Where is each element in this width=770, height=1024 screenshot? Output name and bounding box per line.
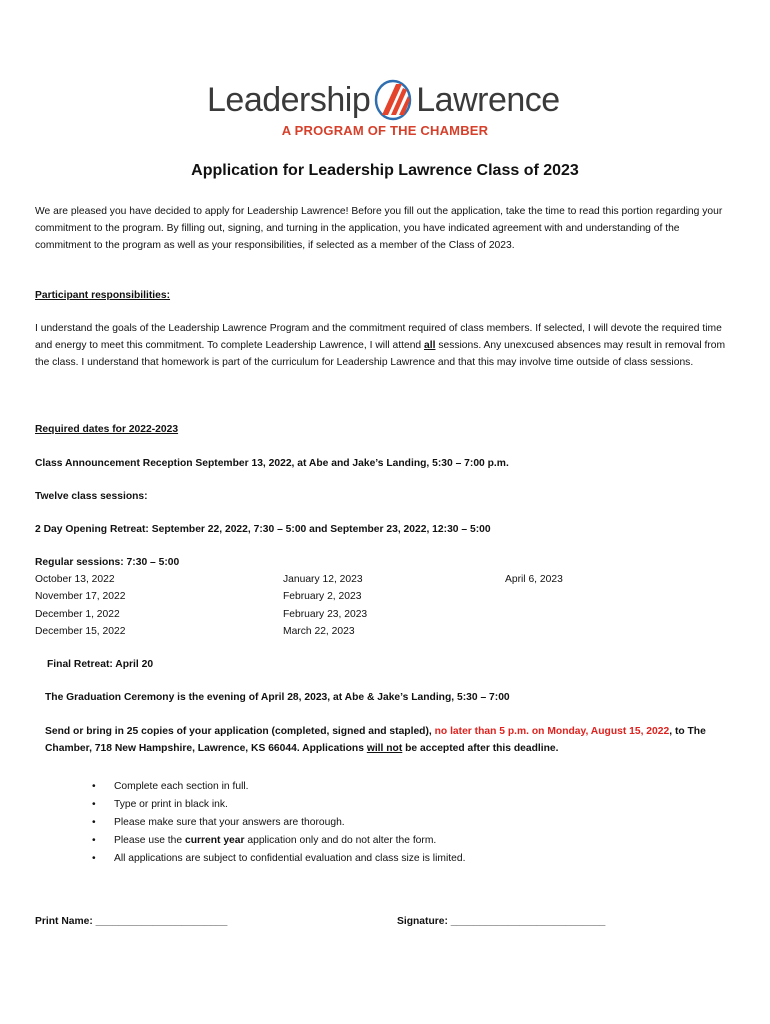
submission-will-not: will not (366, 743, 403, 754)
list-item: March 22, 2023 (283, 625, 355, 637)
regular-sessions-label: Regular sessions: 7:30 – 5:00 (35, 557, 180, 568)
logo-slash-mark-icon (372, 78, 414, 122)
final-retreat-line: Final Retreat: April 20 (47, 659, 154, 670)
responsibilities-emphasis: all (424, 340, 436, 351)
intro-paragraph: We are pleased you have decided to apply for Leadership Lawrence! Before you fill out the application, take the time to read this portion regarding your commitment to the program. By filling out, signing, and turning in the application, you have indicated agreement with and understanding of the commitment to the program as well as your responsibilities, if selected as a member of the Class of 2023. (35, 206, 723, 251)
logo-word-right: Lawrence (416, 81, 560, 119)
list-item: October 13, 2022 (35, 574, 115, 585)
list-item: • Type or print in black ink. (92, 796, 465, 814)
graduation-line: The Graduation Ceremony is the evening of April 28, 2023, at Abe & Jake’s Landing, 5:30 – 7:00 (45, 692, 510, 703)
list-item: • Please make sure that your answers are thorough. (92, 814, 465, 832)
logo (0, 78, 770, 140)
print-name-field[interactable]: Print Name: _______________________ (35, 916, 228, 927)
dates-column-1 (35, 571, 125, 640)
dates-column-2 (283, 571, 367, 640)
list-item: December 1, 2022 (35, 608, 120, 620)
list-item: April 6, 2023 (505, 574, 563, 585)
list-item: December 15, 2022 (35, 625, 126, 637)
reception-line: Class Announcement Reception September 13, 2022, at Abe and Jake’s Landing, 5:30 – 7:00 p.m. (35, 458, 509, 469)
list-item: January 12, 2023 (283, 574, 363, 585)
sessions-count: Twelve class sessions: (35, 491, 148, 502)
dates-column-3 (505, 571, 563, 588)
submission-instructions (45, 723, 735, 757)
logo-word-left: Leadership (207, 81, 371, 119)
submission-text-2: , to The Chamber, 718 New Hampshire, Lawrence, KS 66044. Applications (45, 726, 706, 754)
submission-text-1: Send or bring in 25 copies of your application (completed, signed and stapled), (45, 726, 435, 737)
dates-heading: Required dates for 2022-2023 (35, 424, 179, 435)
responsibilities-heading: Participant responsibilities: (35, 290, 171, 301)
list-item: November 17, 2022 (35, 591, 126, 603)
list-item: • Complete each section in full. (92, 778, 465, 796)
submission-text-3: be accepted after this deadline. (402, 743, 559, 754)
list-item: February 23, 2023 (283, 608, 368, 620)
logo-wordmark (207, 78, 560, 122)
list-item: February 2, 2023 (283, 591, 362, 603)
signature-field[interactable]: Signature: ___________________________ (397, 916, 606, 927)
logo-tagline: A PROGRAM OF THE CHAMBER (281, 123, 489, 138)
page-title: Application for Leadership Lawrence Class of 2023 (191, 162, 579, 179)
responsibilities-paragraph (35, 320, 735, 371)
instructions-list (92, 778, 465, 868)
responsibilities-text-b: sessions. Any unexcused absences may result in removal from the class. I understand that homework is part of the curriculum for Leadership Lawrence and that this may involve time outside of class sessions. (35, 340, 726, 368)
opening-retreat-line: 2 Day Opening Retreat: September 22, 2022, 7:30 – 5:00 and September 23, 2022, 12:30 – 5:00 (35, 524, 491, 535)
list-item: • Please use the current year application only and do not alter the form. (92, 832, 465, 850)
list-item: • All applications are subject to confidential evaluation and class size is limited. (92, 850, 465, 868)
responsibilities-text-a: I understand the goals of the Leadership Lawrence Program and the commitment required of class members. If selected, I will devote the required time and energy to meet this commitment. To complete Leadership Lawrence, I will attend (35, 323, 722, 351)
submission-deadline: no later than 5 p.m. on Monday, August 15, 2022 (434, 726, 670, 737)
